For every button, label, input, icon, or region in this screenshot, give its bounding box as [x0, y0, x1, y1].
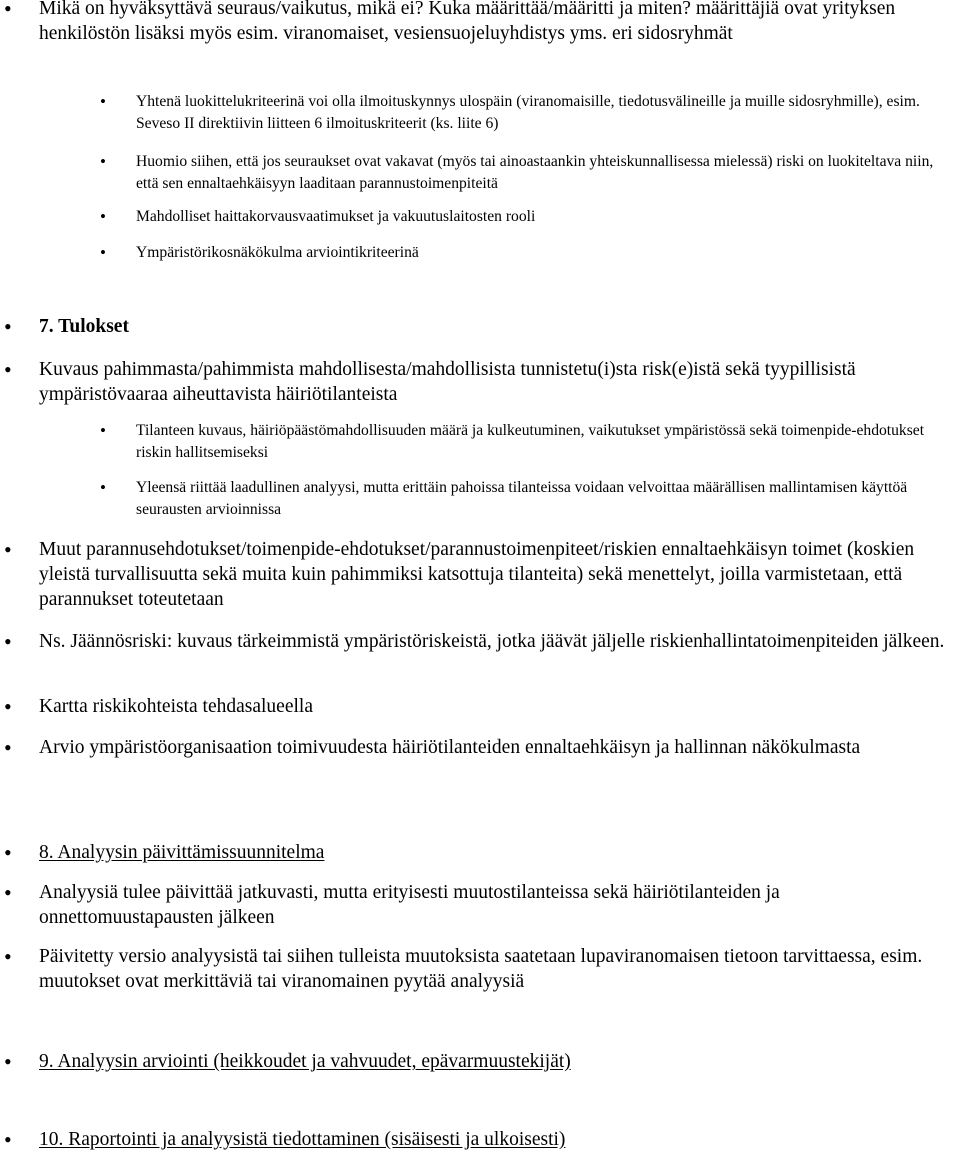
bullet-icon: • [4, 694, 12, 719]
bullet-icon: • [100, 207, 106, 226]
list-item-text: Analyysiä tulee päivittää jatkuvasti, mutta erityisesti muutostilanteissa sekä häiriötilanteiden ja onnettomuustapausten jälkeen [39, 882, 780, 928]
list-item-text: Kartta riskikohteista tehdasalueella [39, 696, 313, 717]
section-heading-text: 7. Tulokset [39, 316, 129, 337]
bullet-icon: • [4, 1049, 12, 1074]
bullet-icon: • [4, 944, 12, 969]
section-heading-text: 10. Raportointi ja analyysistä tiedottaminen (sisäisesti ja ulkoisesti) [39, 1129, 566, 1150]
sub-list-item-text: Huomio siihen, että jos seuraukset ovat vakavat (myös tai ainoastaankin yhteiskunnallisessa mielessä) riski on luokiteltava niin, että sen ennaltaehkäisyyn laaditaan parannustoimenpiteitä [136, 153, 934, 192]
sub-list-item-text: Yhtenä luokittelukriteerinä voi olla ilmoituskynnys ulospäin (viranomaisille, tiedotusvälineille ja muille sidosryhmille), esim. Seveso II direktiivin liitteen 6 ilmoituskriteerit (ks. liite 6) [136, 93, 920, 132]
bullet-icon: • [4, 0, 12, 21]
sub-list-item-text: Ympäristörikosnäkökulma arviointikriteerinä [136, 244, 419, 261]
bullet-icon: • [4, 735, 12, 760]
bullet-icon: • [100, 92, 106, 111]
bullet-icon: • [100, 243, 106, 262]
list-item-text: Kuvaus pahimmasta/pahimmista mahdollisesta/mahdollisista tunnistetu(i)sta risk(e)istä sekä tyypillisistä ympäristövaaraa aiheuttavista häiriötilanteista [39, 359, 856, 405]
bullet-icon: • [4, 537, 12, 562]
list-item-text: Mikä on hyväksyttävä seuraus/vaikutus, mikä ei? Kuka määrittää/määritti ja miten? määrittäjiä ovat yrityksen henkilöstön lisäksi myös esim. viranomaiset, vesiensuojeluyhdistys yms. eri sidosryhmät [39, 0, 896, 44]
bullet-icon: • [100, 421, 106, 440]
bullet-icon: • [100, 152, 106, 171]
sub-list-item-text: Tilanteen kuvaus, häiriöpäästömahdollisuuden määrä ja kulkeutuminen, vaikutukset ympäristössä sekä toimenpide-ehdotukset riskin hallitsemiseksi [136, 422, 925, 461]
bullet-icon: • [4, 314, 12, 339]
bullet-icon: • [100, 478, 106, 497]
list-item-text: Päivitetty versio analyysistä tai siihen tulleista muutoksista saatetaan lupaviranomaisen tietoon tarvittaessa, esim. muutokset ovat merkittäviä tai viranomainen pyytää analyysiä [39, 946, 923, 992]
bullet-icon: • [4, 1127, 12, 1152]
bullet-icon: • [4, 880, 12, 905]
sub-list-item-text: Yleensä riittää laadullinen analyysi, mutta erittäin pahoissa tilanteissa voidaan velvoittaa määrällisen mallintamisen käyttöä seurausten arvioinnissa [136, 479, 908, 518]
bullet-icon: • [4, 629, 12, 654]
list-item-text: Ns. Jäännösriski: kuvaus tärkeimmistä ympäristöriskeistä, jotka jäävät jäljelle riskienhallintatoimenpiteiden jälkeen. [39, 631, 945, 652]
sub-list-item-text: Mahdolliset haittakorvausvaatimukset ja vakuutuslaitosten rooli [136, 208, 536, 225]
section-heading-text: 9. Analyysin arviointi (heikkoudet ja vahvuudet, epävarmuustekijät) [39, 1051, 571, 1072]
list-item-text: Muut parannusehdotukset/toimenpide-ehdotukset/parannustoimenpiteet/riskien ennaltaehkäisyn toimet (koskien yleistä turvallisuutta sekä muita kuin pahimmiksi katsottuja tilanteita) sekä menettelyt, joilla varmistetaan, että parannukset toteutetaan [39, 539, 915, 610]
bullet-icon: • [4, 840, 12, 865]
section-heading-text: 8. Analyysin päivittämissuunnitelma [39, 842, 325, 863]
list-item-text: Arvio ympäristöorganisaation toimivuudesta häiriötilanteiden ennaltaehkäisyn ja hallinnan näkökulmasta [39, 737, 861, 758]
bullet-icon: • [4, 357, 12, 382]
